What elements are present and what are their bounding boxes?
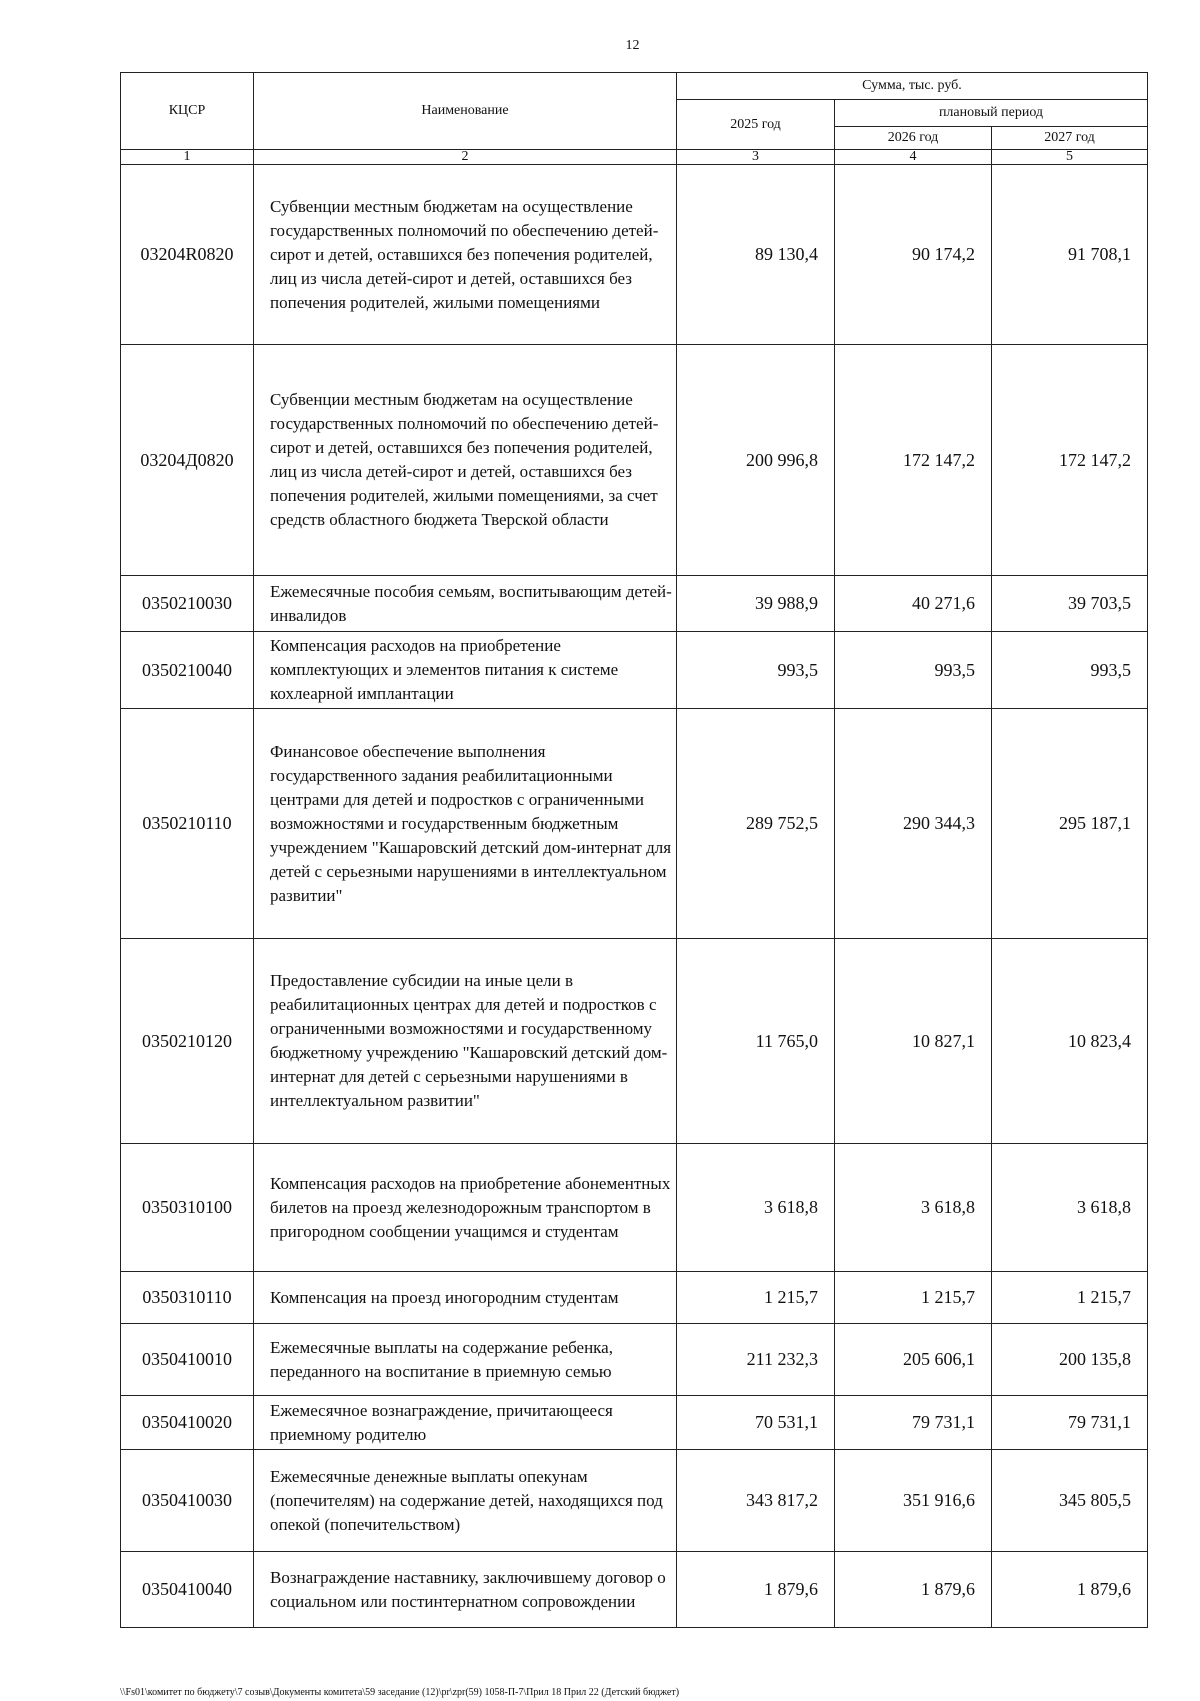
row-amount-2025: 211 232,3: [677, 1324, 835, 1396]
row-amount-2026: 290 344,3: [835, 709, 992, 939]
row-amount-2026: 40 271,6: [835, 576, 992, 632]
row-amount-2027: 172 147,2: [992, 345, 1148, 576]
row-code: 0350410030: [121, 1450, 254, 1552]
row-amount-2027: 1 879,6: [992, 1552, 1148, 1628]
row-amount-2027: 39 703,5: [992, 576, 1148, 632]
column-number-5: 5: [992, 150, 1148, 165]
row-code: 0350310110: [121, 1272, 254, 1324]
row-code: 03204R0820: [121, 165, 254, 345]
row-code: 03204Д0820: [121, 345, 254, 576]
table-header: [121, 73, 1148, 165]
row-code: 0350210110: [121, 709, 254, 939]
row-amount-2025: 1 215,7: [677, 1272, 835, 1324]
table-row: [121, 1552, 1148, 1628]
table-row: [121, 1272, 1148, 1324]
row-name: Ежемесячные выплаты на содержание ребенка, переданного на воспитание в приемную семью: [254, 1324, 677, 1396]
row-amount-2026: 1 215,7: [835, 1272, 992, 1324]
table-row: [121, 709, 1148, 939]
column-number-2: 2: [254, 150, 677, 165]
row-code: 0350310100: [121, 1144, 254, 1272]
row-amount-2027: 1 215,7: [992, 1272, 1148, 1324]
row-amount-2026: 1 879,6: [835, 1552, 992, 1628]
column-number-3: 3: [677, 150, 835, 165]
row-amount-2027: 345 805,5: [992, 1450, 1148, 1552]
header-year-2025: 2025 год: [677, 100, 835, 150]
row-code: 0350210040: [121, 632, 254, 709]
row-amount-2027: 295 187,1: [992, 709, 1148, 939]
row-amount-2026: 351 916,6: [835, 1450, 992, 1552]
budget-table: [120, 72, 1148, 1628]
row-amount-2025: 11 765,0: [677, 939, 835, 1144]
table-row: [121, 939, 1148, 1144]
row-code: 0350410040: [121, 1552, 254, 1628]
row-name: Субвенции местным бюджетам на осуществление государственных полномочий по обеспечению детей-сирот и детей, оставшихся без попечения родителей, лиц из числа детей-сирот и детей, оставшихся без попечения родителей, жилыми помещениями, за счет средств областного бюджета Тверской области: [254, 345, 677, 576]
row-amount-2026: 205 606,1: [835, 1324, 992, 1396]
row-amount-2027: 200 135,8: [992, 1324, 1148, 1396]
header-year-2026: 2026 год: [835, 127, 992, 150]
footer-file-path: \\Fs01\комитет по бюджету\7 созыв\Документы комитета\59 заседание (12)\pr\zpr(59) 1058-П-7\Прил 18 Прил 22 (Детский бюджет): [120, 1687, 680, 1698]
row-amount-2025: 993,5: [677, 632, 835, 709]
row-name: Компенсация на проезд иногородним студентам: [254, 1272, 677, 1324]
row-name: Финансовое обеспечение выполнения государственного задания реабилитационными центрами для детей и подростков с ограниченными возможностями и государственным бюджетным учреждением "Кашаровский детский дом-интернат для детей с серьезными нарушениями в интеллектуальном развитии": [254, 709, 677, 939]
row-name: Субвенции местным бюджетам на осуществление государственных полномочий по обеспечению детей-сирот и детей, оставшихся без попечения родителей, лиц из числа детей-сирот и детей, оставшихся без попечения родителей, жилыми помещениями: [254, 165, 677, 345]
row-name: Предоставление субсидии на иные цели в реабилитационных центрах для детей и подростков с ограниченными возможностями и государственному бюджетному учреждению "Кашаровский детский дом-интернат для детей с серьезными нарушениями в интеллектуальном развитии": [254, 939, 677, 1144]
header-planning-period: плановый период: [835, 100, 1148, 127]
header-year-2027: 2027 год: [992, 127, 1148, 150]
row-name: Компенсация расходов на приобретение абонементных билетов на проезд железнодорожным транспортом в пригородном сообщении учащимся и студентам: [254, 1144, 677, 1272]
row-amount-2025: 3 618,8: [677, 1144, 835, 1272]
row-amount-2026: 993,5: [835, 632, 992, 709]
table-body: [121, 165, 1148, 1628]
page-number: 12: [625, 38, 640, 53]
row-amount-2026: 10 827,1: [835, 939, 992, 1144]
row-amount-2026: 172 147,2: [835, 345, 992, 576]
row-name: Ежемесячное вознаграждение, причитающееся приемному родителю: [254, 1396, 677, 1450]
row-amount-2027: 79 731,1: [992, 1396, 1148, 1450]
table-row: [121, 632, 1148, 709]
column-number-row: [121, 150, 1148, 165]
row-amount-2025: 1 879,6: [677, 1552, 835, 1628]
table-row: [121, 576, 1148, 632]
row-amount-2025: 343 817,2: [677, 1450, 835, 1552]
row-name: Ежемесячные денежные выплаты опекунам (попечителям) на содержание детей, находящихся под опекой (попечительством): [254, 1450, 677, 1552]
row-code: 0350210030: [121, 576, 254, 632]
table-row: [121, 1450, 1148, 1552]
table-row: [121, 1396, 1148, 1450]
table-row: [121, 1144, 1148, 1272]
row-amount-2025: 89 130,4: [677, 165, 835, 345]
row-amount-2026: 79 731,1: [835, 1396, 992, 1450]
row-code: 0350210120: [121, 939, 254, 1144]
row-name: Компенсация расходов на приобретение комплектующих и элементов питания к системе кохлеарной имплантации: [254, 632, 677, 709]
row-amount-2027: 3 618,8: [992, 1144, 1148, 1272]
row-amount-2027: 10 823,4: [992, 939, 1148, 1144]
row-amount-2025: 70 531,1: [677, 1396, 835, 1450]
row-amount-2027: 993,5: [992, 632, 1148, 709]
row-amount-2026: 3 618,8: [835, 1144, 992, 1272]
table-row: [121, 165, 1148, 345]
row-code: 0350410020: [121, 1396, 254, 1450]
row-amount-2025: 200 996,8: [677, 345, 835, 576]
row-amount-2027: 91 708,1: [992, 165, 1148, 345]
row-code: 0350410010: [121, 1324, 254, 1396]
table-row: [121, 345, 1148, 576]
table-row: [121, 1324, 1148, 1396]
column-number-1: 1: [121, 150, 254, 165]
row-name: Ежемесячные пособия семьям, воспитывающим детей-инвалидов: [254, 576, 677, 632]
row-name: Вознаграждение наставнику, заключившему договор о социальном или постинтернатном сопровождении: [254, 1552, 677, 1628]
column-number-4: 4: [835, 150, 992, 165]
row-amount-2026: 90 174,2: [835, 165, 992, 345]
header-sum-title: Сумма, тыс. руб.: [677, 73, 1148, 100]
header-code: КЦСР: [121, 73, 254, 150]
row-amount-2025: 289 752,5: [677, 709, 835, 939]
row-amount-2025: 39 988,9: [677, 576, 835, 632]
header-name: Наименование: [254, 73, 677, 150]
